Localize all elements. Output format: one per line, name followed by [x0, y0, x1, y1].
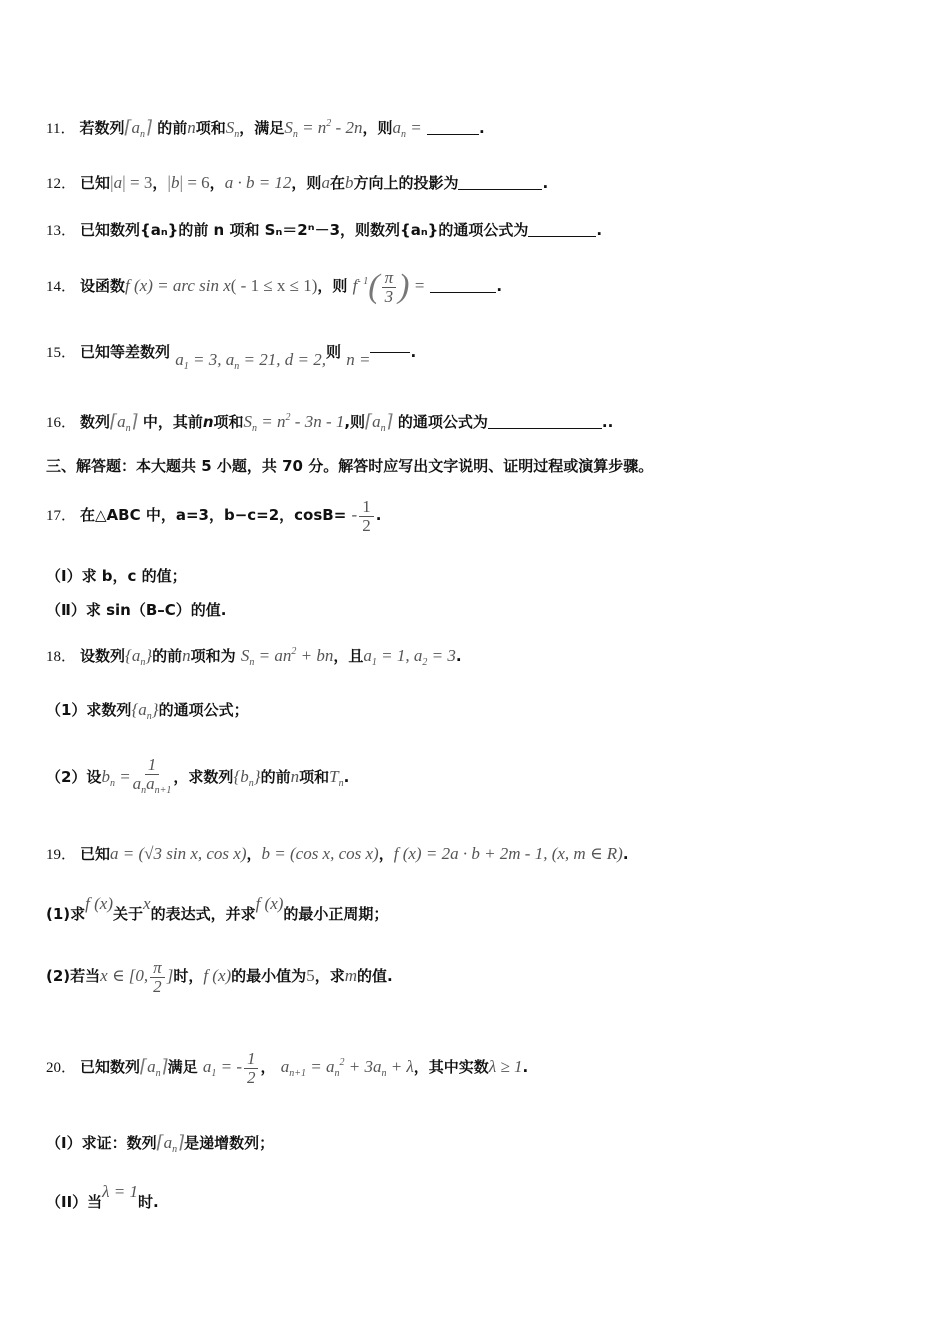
question-17: 17． 在△ABC 中，a=3，b−c=2，cosB= - $\frac{1}{2}$ . [46, 496, 382, 535]
question-16: 16． 数列$⌈a_n⌉$ 中，其前n项和$S_n = n^2 - 3n - 1$,则$⌈a_n⌉$ 的通项公式为 .. [46, 411, 614, 434]
question-17-part-1: （Ⅰ）求 b，c 的值； [46, 567, 187, 585]
question-19: 19． 已知a = (√3 sin x, cos x)，b = (cos x, cos x)，f (x) = 2a · b + 2m - 1, (x, m ∈ R). [46, 844, 629, 863]
math-sn-formula: $S_n = n^2 - 2n$ [284, 118, 363, 140]
question-19-part-1: (1)求f (x)关于x的表达式，并求f (x)的最小正周期； [46, 894, 389, 923]
question-15: 15． 已知等差数列 $a_1 = 3$, $a_n = 21$, d = 2,则 n = . [46, 343, 417, 372]
answer-blank[interactable] [488, 414, 602, 429]
math-an: $⌈a_n⌉$ [124, 117, 153, 140]
answer-blank[interactable] [427, 120, 479, 135]
math-sn: $S_n$ [225, 118, 240, 140]
question-17-part-2: （Ⅱ）求 sin（B–C）的值. [46, 601, 227, 619]
section-3-heading: 三、解答题：本大题共 5 小题，共 70 分。解答时应写出文字说明、证明过程或演算步骤。 [46, 457, 654, 475]
question-18-part-1: （1）求数列$\{a_n\}$的通项公式； [46, 700, 249, 722]
question-12: 12． 已知|a| = 3，|b| = 6，a · b = 12，则a在b方向上的投影为 . [46, 172, 549, 192]
answer-blank[interactable] [430, 278, 496, 293]
question-19-part-2: (2)若当x ∈ [0, $\frac{\pi}{2}$ ]时，f (x)的最小值为5，求m的值. [46, 957, 393, 996]
answer-blank[interactable] [458, 175, 542, 190]
question-20-part-2: （II）当λ = 1时. [46, 1182, 159, 1211]
question-18-part-2: （2）设$b_n$ = $\frac{1}{a_na_{n+1}}$ ，求数列$\{b_n\}$的前n项和$T_n$. [46, 755, 350, 797]
question-11: 11． 若数列$⌈a_n⌉$ 的前n项和$S_n$，满足$S_n = n^2 - 2n$，则$a_n$ = . [46, 117, 485, 140]
math-ap: $a_1 = 3$, $a_n = 21$, d = 2, [175, 350, 326, 372]
question-20: 20． 已知数列$⌈a_n⌉$满足 $a_1$ = - $\frac{1}{2}$ ， $a_{n+1} = a_n^2 + 3a_n + \lambda$，其中实数λ ≥ 1. [46, 1048, 529, 1087]
question-13: 13． 已知数列{aₙ}的前 n 项和 Sₙ＝2ⁿ－3，则数列{aₙ}的通项公式为 . [46, 221, 603, 239]
question-18: 18． 设数列$\{a_n\}$的前n项和为 $S_n = an^2$ + bn，且$a_1 = 1$, $a_2 = 3$. [46, 646, 462, 668]
math-finv: $f^{- 1}$( $\frac{\pi}{3}$ ) = [352, 267, 426, 306]
question-20-part-1: （I）求证：数列$⌈a_n⌉$是递增数列； [46, 1132, 275, 1155]
math-abs-a: |a| = 3 [110, 172, 153, 192]
question-14: 14． 设函数f (x) = arc sin x( - 1 ≤ x ≤ 1)，则 $f^{- 1}$( $\frac{\pi}{3}$ ) = . [46, 267, 503, 306]
answer-blank[interactable] [528, 222, 596, 237]
math-abs-b: |b| = 6 [167, 172, 210, 192]
